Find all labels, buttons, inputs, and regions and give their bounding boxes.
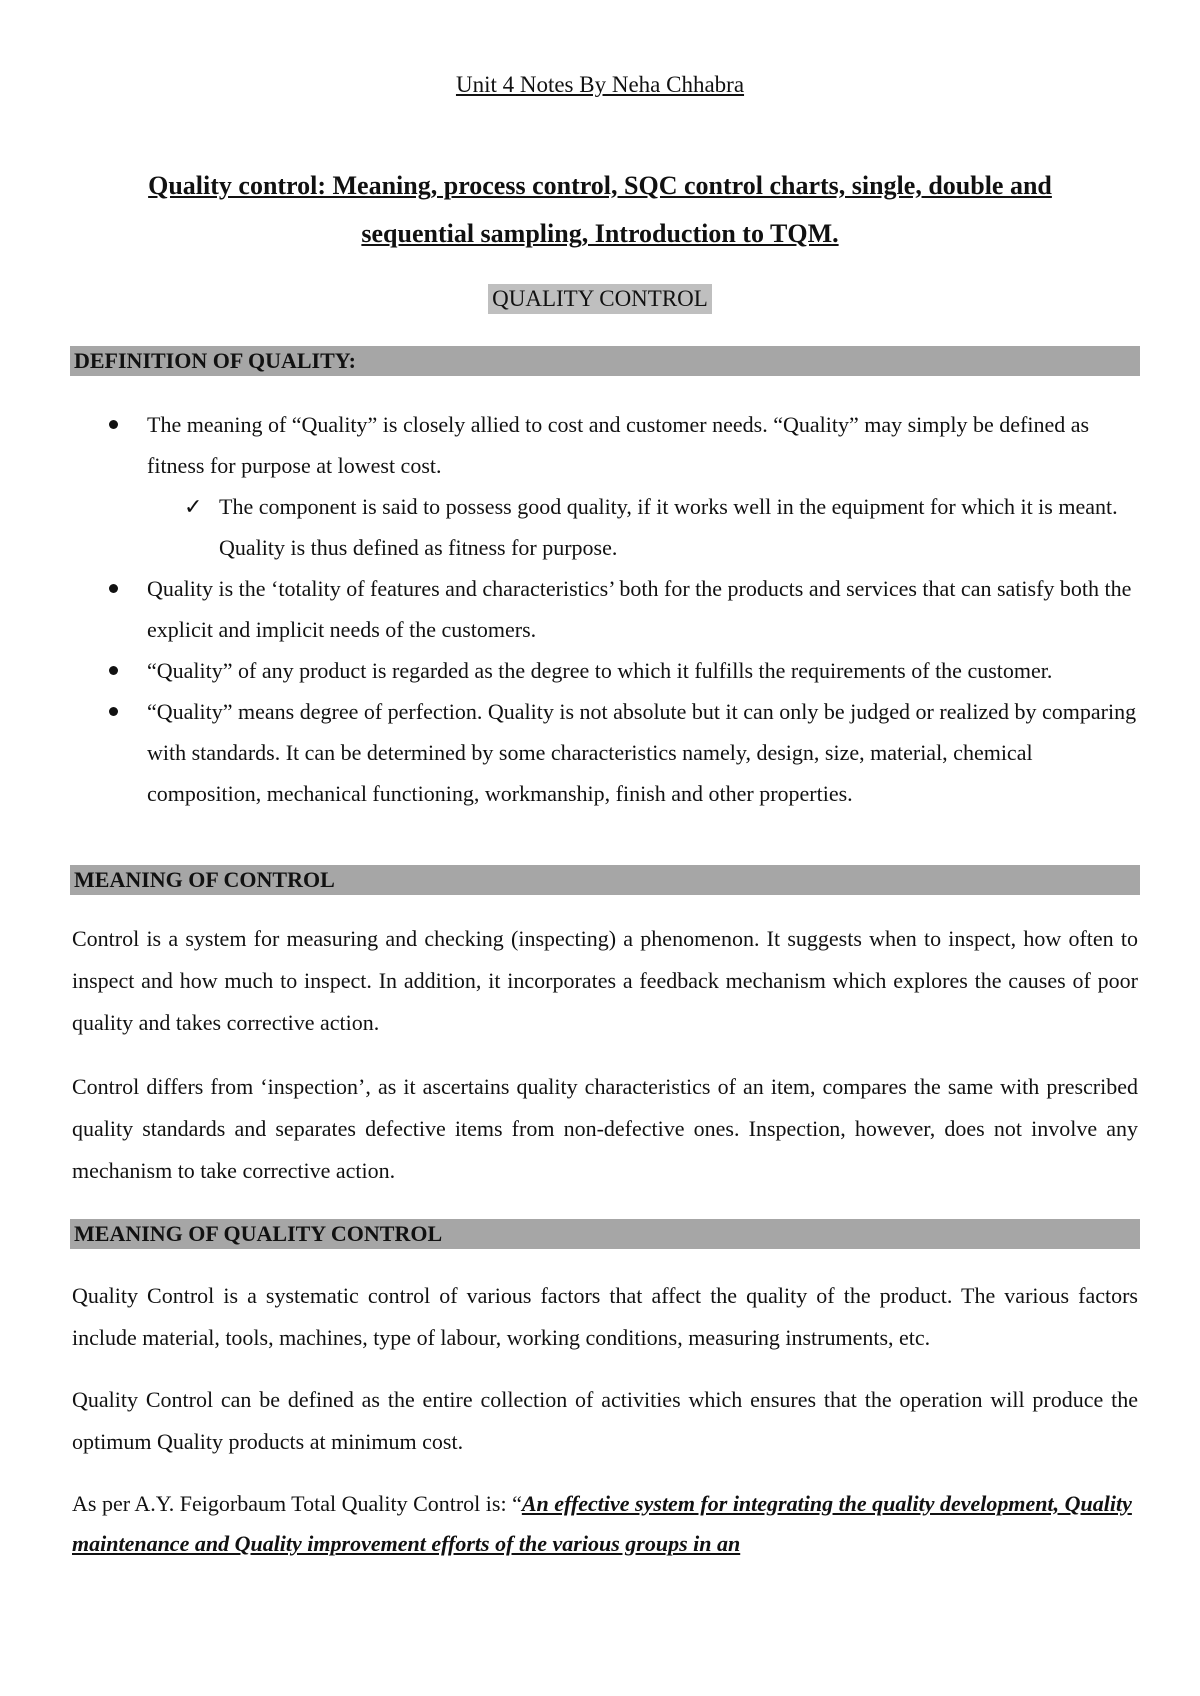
quality-control-paragraph-2: Quality Control can be defined as the entire collection of activities which ensures that the operation will produce the optimum Quality products at minimum cost. xyxy=(72,1387,1138,1454)
bullet-icon xyxy=(109,584,118,593)
bullet-text: “Quality” means degree of perfection. Quality is not absolute but it can only be judged or realized by comparing with standards. It can be determined by some characteristics namely, design, size, material, chemical composition, mechanical functioning, workmanship, finish and other properties. xyxy=(147,699,1137,806)
definition-bullet-list xyxy=(100,404,1140,814)
bullet-text: The meaning of “Quality” is closely allied to cost and customer needs. “Quality” may simply be defined as fitness for purpose at lowest cost. xyxy=(147,412,1090,478)
list-item xyxy=(100,568,1140,650)
document-title: Unit 4 Notes By Neha Chhabra xyxy=(455,72,745,97)
checkmark-icon: ✓ xyxy=(184,494,203,519)
feigenbaum-quote: An effective system for integrating the quality development, Quality maintenance and Quality improvement efforts of the various groups in an xyxy=(72,1491,1132,1556)
bullet-text: “Quality” of any product is regarded as the degree to which it fulfills the requirements of the customer. xyxy=(147,658,1053,683)
feigenbaum-intro: As per A.Y. Feigorbaum Total Quality Control is: “ xyxy=(72,1491,522,1516)
control-paragraph-1: Control is a system for measuring and checking (inspecting) a phenomenon. It suggests when to inspect, how often to inspect and how much to inspect. In addition, it incorporates a feedback mechanism which explores the causes of poor quality and takes corrective action. xyxy=(72,926,1138,1035)
list-item xyxy=(100,650,1140,691)
sub-bullet-text: The component is said to possess good quality, if it works well in the equipment for which it is meant. Quality is thus defined as fitness for purpose. xyxy=(219,494,1118,560)
meaning-of-quality-control-heading: MEANING OF QUALITY CONTROL xyxy=(70,1219,1140,1249)
meaning-of-control-heading: MEANING OF CONTROL xyxy=(70,865,1140,895)
control-paragraph-2: Control differs from ‘inspection’, as it ascertains quality characteristics of an item, compares the same with prescribed quality standards and separates defective items from non-defective ones. Inspection, however, does not involve any mechanism to take corrective action. xyxy=(72,1074,1138,1183)
quality-control-banner: QUALITY CONTROL xyxy=(488,284,712,314)
definition-of-quality-heading: DEFINITION OF QUALITY: xyxy=(70,346,1140,376)
bullet-icon xyxy=(109,707,118,716)
list-item xyxy=(100,486,1140,568)
quality-control-paragraph-3 xyxy=(72,1484,1138,1564)
list-item xyxy=(100,691,1140,814)
topic-title: Quality control: Meaning, process control, SQC control charts, single, double and sequential sampling, Introduction to TQM. xyxy=(148,171,1052,248)
list-item xyxy=(100,404,1140,486)
bullet-icon xyxy=(109,420,118,429)
quality-control-banner-row xyxy=(0,284,1200,314)
bullet-text: Quality is the ‘totality of features and characteristics’ both for the products and services that can satisfy both the explicit and implicit needs of the customers. xyxy=(147,576,1132,642)
bullet-icon xyxy=(109,666,118,675)
quality-control-paragraph-1: Quality Control is a systematic control of various factors that affect the quality of the product. The various factors include material, tools, machines, type of labour, working conditions, measuring instruments, etc. xyxy=(72,1283,1138,1350)
